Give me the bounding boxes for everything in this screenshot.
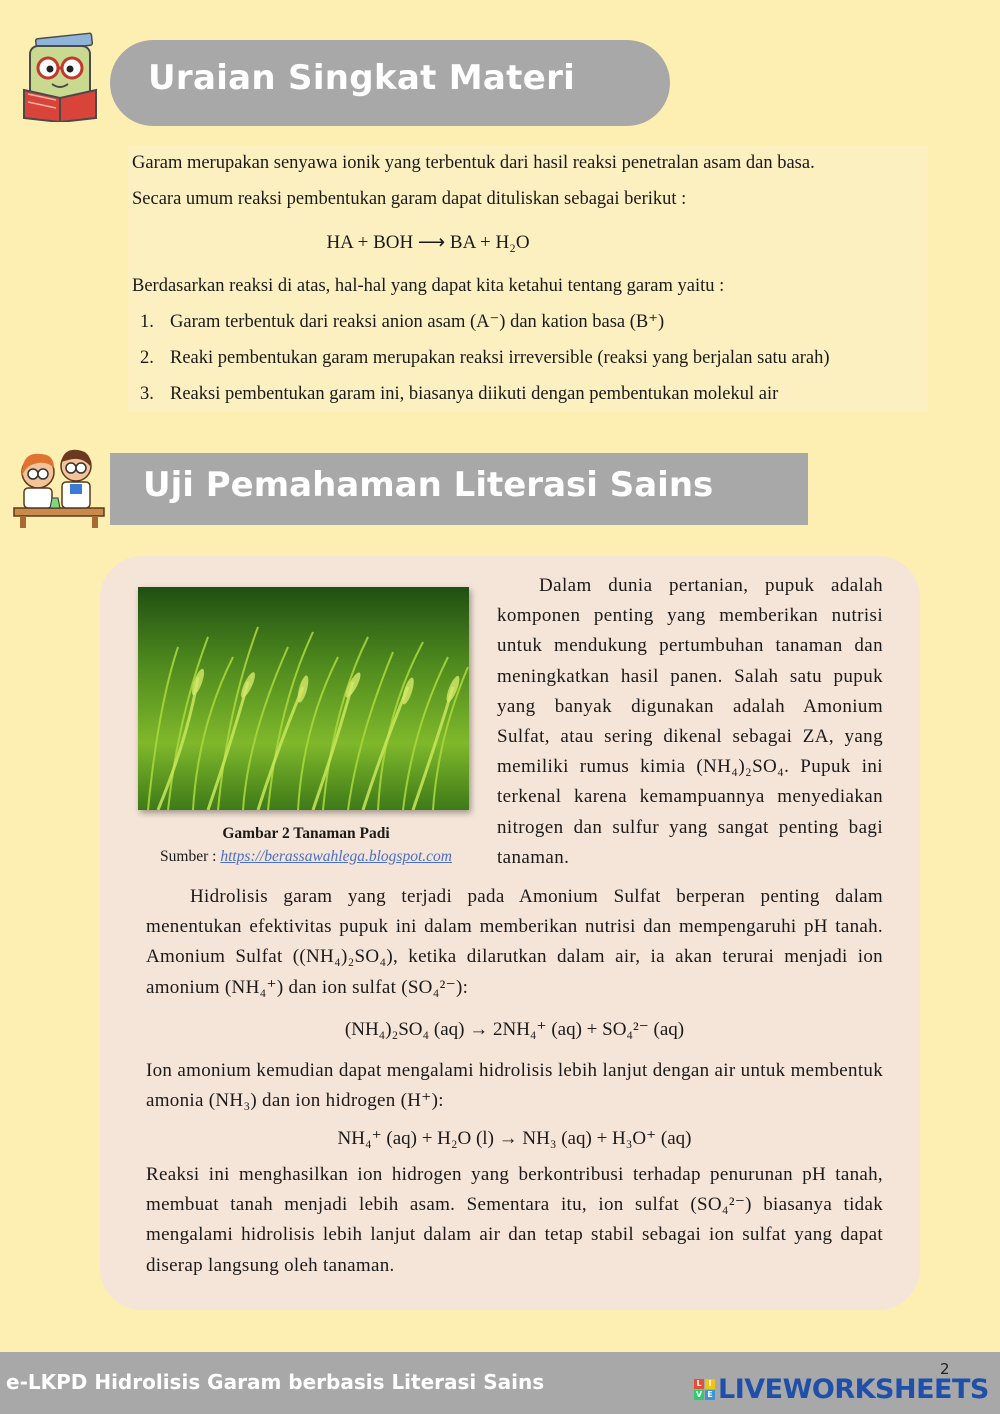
hydrolysis-paragraph: Hidrolisis garam yang terjadi pada Amonium Sulfat berperan penting dalam menentukan efektivitas pupuk ini dalam memberikan nutrisi dan mempengaruhi pH tanah. Amonium Sulfat ((NH₄)₂SO₄), ketika dilarutkan dalam air, ia akan terurai menjadi ion amonium (NH₄⁺) dan ion sulfat (SO₄²⁻): (146, 886, 883, 998)
source-link[interactable]: https://berassawahlega.blogspot.com (220, 848, 452, 865)
salt-facts-list (132, 304, 924, 412)
liveworksheets-logo[interactable] (694, 1374, 989, 1404)
page-footer (0, 1352, 1000, 1414)
list-item: 3. Reaksi pembentukan garam ini, biasanya diikuti dengan pembentukan molekul air (140, 384, 779, 404)
paragraph: Secara umum reaksi pembentukan garam dapat dituliskan sebagai berikut : (132, 189, 687, 209)
logo-grid-icon: L I V E (694, 1379, 715, 1400)
intro-paragraph: Dalam dunia pertanian, pupuk adalah komponen penting yang memberikan nutrisi untuk mendukung pertumbuhan tanaman dan meningkatkan hasil panen. Salah satu pupuk yang banyak digunakan adalah Amonium Sulfat, atau sering dikenal sebagai ZA, yang memiliki rumus kimia (NH₄)₂SO₄. Pupuk ini terkenal karena kemampuannya menyediakan nitrogen dan sulfur yang sangat penting bagi tanaman. (497, 575, 883, 868)
list-item: 1. Garam terbentuk dari reaksi anion asam (A⁻) dan kation basa (B⁺) (140, 312, 665, 332)
section-title: Uji Pemahaman Literasi Sains (143, 465, 714, 505)
materi-summary (128, 145, 928, 412)
reading-book-character-icon (18, 32, 102, 122)
general-salt-equation: HA + BOH ⟶ BA + H₂O (326, 232, 530, 253)
paragraph: Berdasarkan reaksi di atas, hal-hal yang dapat kita ketahui tentang garam yaitu : (132, 276, 725, 296)
section-header-uji (110, 453, 808, 525)
figure-caption: Gambar 2 Tanaman Padi (222, 825, 390, 842)
brand-name: LIVEWORKSHEETS (718, 1373, 989, 1405)
rice-plant-photo (138, 587, 469, 810)
list-item: 2. Reaki pembentukan garam merupakan reaksi irreversible (reaksi yang berjalan satu arah) (140, 348, 830, 368)
hydrolysis-equation: NH₄⁺ (aq) + H₂O (l) → NH₃ (aq) + H₃O⁺ (aq) (337, 1128, 692, 1149)
page-number: 2 (940, 1360, 950, 1378)
section-header-uraian (110, 40, 670, 126)
footer-title: e-LKPD Hidrolisis Garam berbasis Literasi Sains (6, 1370, 545, 1394)
figure-source: Sumber : https://berassawahlega.blogspot.com (160, 848, 452, 865)
ammonium-paragraph: Ion amonium kemudian dapat mengalami hidrolisis lebih lanjut dengan air untuk membentuk amonia (NH₃) dan ion hidrogen (H⁺): (146, 1060, 883, 1112)
paragraph: Garam merupakan senyawa ionik yang terbentuk dari hasil reaksi penetralan asam dan basa. (132, 153, 815, 173)
section-title: Uraian Singkat Materi (148, 58, 576, 98)
dissociation-equation: (NH₄)₂SO₄ (aq) → 2NH₄⁺ (aq) + SO₄²⁻ (aq) (344, 1019, 685, 1040)
scientist-kids-icon (12, 442, 106, 528)
reaction-paragraph: Reaksi ini menghasilkan ion hidrogen yang berkontribusi terhadap penurunan pH tanah, membuat tanah menjadi lebih asam. Sementara itu, ion sulfat (SO₄²⁻) biasanya tidak mengalami hidrolisis lebih lanjut dalam air dan tetap stabil sebagai ion sulfat yang dapat diserap langsung oleh tanaman. (146, 1164, 883, 1276)
